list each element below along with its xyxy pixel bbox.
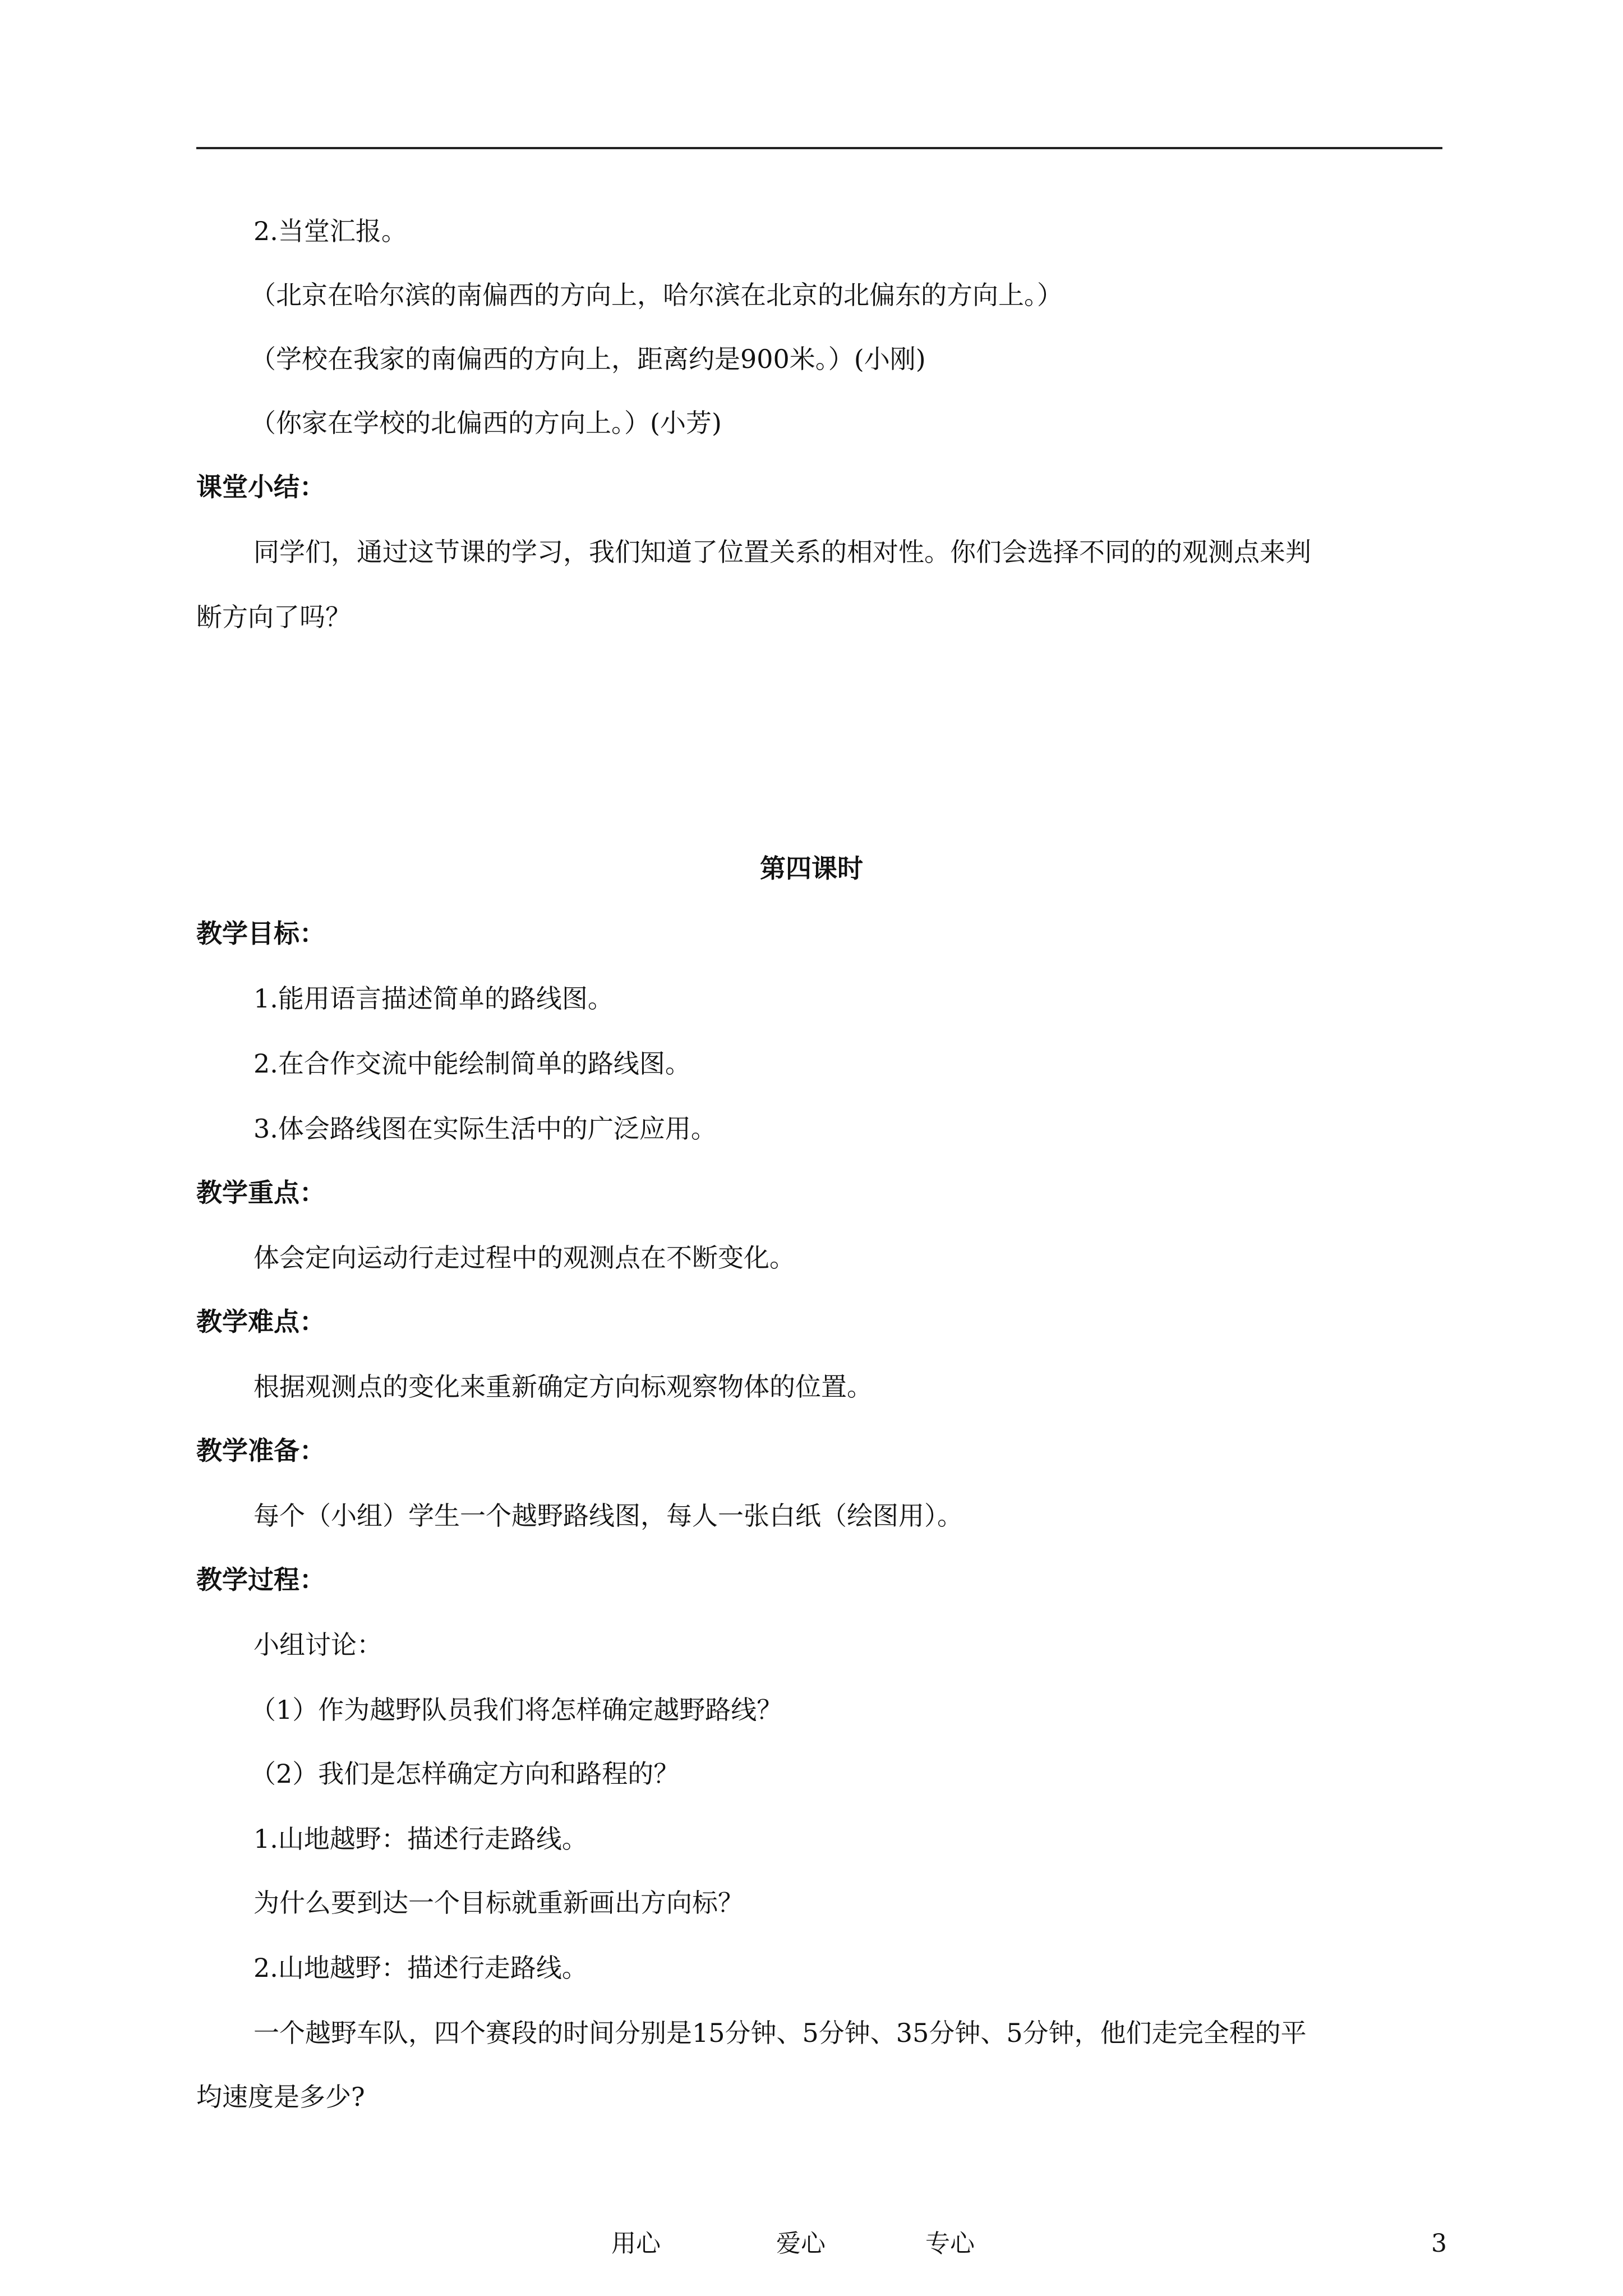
header-rule <box>196 147 1442 149</box>
step-one: 1.山地越野：描述行走路线。 <box>253 1824 588 1854</box>
discussion-question: （2）我们是怎样确定方向和路程的？ <box>250 1759 680 1789</box>
key-point-heading: 教学重点： <box>196 1177 325 1208</box>
goal-item: 2.在合作交流中能绘制简单的路线图。 <box>253 1048 691 1079</box>
step-two: 2.山地越野：描述行走路线。 <box>253 1953 588 1983</box>
preparation-heading: 教学准备： <box>196 1435 325 1466</box>
preparation-text: 每个（小组）学生一个越野路线图，每人一张白纸（绘图用）。 <box>253 1501 963 1531</box>
problem-text-continued: 均速度是多少? <box>196 2082 365 2112</box>
step-one-question: 为什么要到达一个目标就重新画出方向标？ <box>253 1888 744 1918</box>
footer-motto-2: 爱心 <box>776 2229 826 2258</box>
footer-motto-3: 专心 <box>925 2229 975 2258</box>
report-line: （北京在哈尔滨的南偏西的方向上，哈尔滨在北京的北偏东的方向上。） <box>250 280 1063 310</box>
discussion-label: 小组讨论： <box>253 1630 382 1660</box>
summary-heading: 课堂小结： <box>196 472 325 502</box>
goal-item: 1.能用语言描述简单的路线图。 <box>253 983 614 1014</box>
lesson-title: 第四课时 <box>760 853 863 884</box>
report-line: （学校在我家的南偏西的方向上，距离约是900米。）(小刚) <box>250 344 926 374</box>
discussion-question: （1）作为越野队员我们将怎样确定越野路线？ <box>250 1695 783 1725</box>
goal-item: 3.体会路线图在实际生活中的广泛应用。 <box>253 1114 717 1144</box>
summary-text-continued: 断方向了吗？ <box>196 602 351 632</box>
process-heading: 教学过程： <box>196 1565 325 1595</box>
problem-text: 一个越野车队，四个赛段的时间分别是15分钟、5分钟、35分钟、5分钟，他们走完全程的平 <box>253 2018 1307 2048</box>
summary-text: 同学们，通过这节课的学习，我们知道了位置关系的相对性。你们会选择不同的的观测点来判 <box>253 537 1311 567</box>
key-point-text: 体会定向运动行走过程中的观测点在不断变化。 <box>253 1243 795 1273</box>
difficulty-text: 根据观测点的变化来重新确定方向标观察物体的位置。 <box>253 1372 873 1402</box>
report-line: （你家在学校的北偏西的方向上。）(小芳) <box>250 408 722 438</box>
report-heading: 2.当堂汇报。 <box>253 216 407 246</box>
footer-motto-1: 用心 <box>611 2229 661 2258</box>
difficulty-heading: 教学难点： <box>196 1306 325 1337</box>
goals-heading: 教学目标： <box>196 918 325 949</box>
page-number: 3 <box>1431 2229 1447 2258</box>
